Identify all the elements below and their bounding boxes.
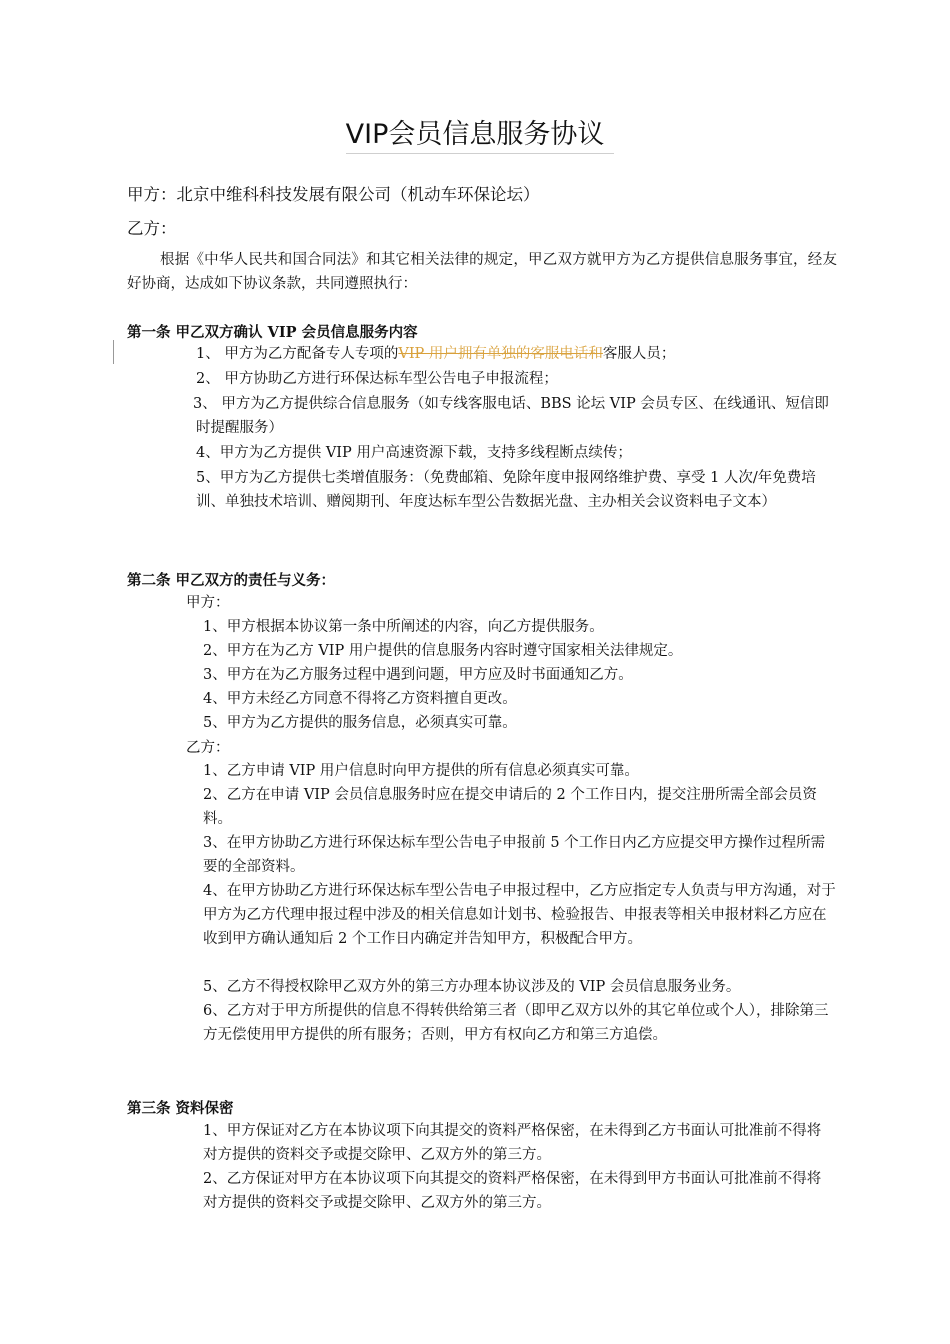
party-b-item: 1、乙方申请 VIP 用户信息时向甲方提供的所有信息必须真实可靠。 [203,763,639,779]
article3-heading: 第三条 资料保密 [127,1100,234,1117]
party-b-item: 6、乙方对于甲方所提供的信息不得转供给第三者（即甲乙双方以外的其它单位或个人），排除第三方无偿使用甲方提供的所有服务；否则，甲方有权向乙方和第三方追偿。 [203,1003,829,1043]
confidentiality-item: 1、甲方保证对乙方在本协议项下向其提交的资料严格保密，在未得到乙方书面认可批准前不得将对方提供的资料交予或提交除甲、乙双方外的第三方。 [203,1123,822,1163]
title-underline [346,153,614,154]
document-title: VIP会员信息服务协议 [345,119,605,150]
article1-item5: 5、甲方为乙方提供七类增值服务：（免费邮箱、免除年度申报网络维护费、享受 1 人次/年免费培训、单独技术培训、赠阅期刊、年度达标车型公告数据光盘、主办相关会议资料电子文本） [196,470,816,510]
party-a-item: 5、甲方为乙方提供的服务信息，必须真实可靠。 [203,715,517,731]
party-a-item: 3、甲方在为乙方服务过程中遇到问题，甲方应及时书面通知乙方。 [203,667,633,683]
confidentiality-item: 2、乙方保证对甲方在本协议项下向其提交的资料严格保密，在未得到甲方书面认可批准前不得将对方提供的资料交予或提交除甲、乙双方外的第三方。 [203,1171,822,1211]
party-a-item: 4、甲方未经乙方同意不得将乙方资料擅自更改。 [203,691,517,707]
party-b-item: 3、在甲方协助乙方进行环保达标车型公告电子申报前 5 个工作日内乙方应提交甲方操作过程所需要的全部资料。 [203,835,826,875]
article2-heading: 第二条 甲乙双方的责任与义务： [127,572,336,589]
deleted-text: VIP 用户拥有单独的客服电话和 [398,346,603,362]
article1-item1-suffix: 客服人员； [602,346,676,362]
change-bar [113,340,114,364]
article1-item4: 4、甲方为乙方提供 VIP 用户高速资源下载，支持多线程断点续传； [196,445,632,461]
party-b-item: 4、在甲方协助乙方进行环保达标车型公告电子申报过程中，乙方应指定专人负责与甲方沟通，对于甲方为乙方代理申报过程中涉及的相关信息如计划书、检验报告、申报表等相关申报材料乙方应在收到甲方确认通知后 2 个工作日内确定并告知甲方，积极配合甲方。 [203,883,836,947]
party-a-item: 2、甲方在为乙方 VIP 用户提供的信息服务内容时遵守国家相关法律规定。 [203,643,683,659]
party-a-line: 甲方：北京中维科科技发展有限公司（机动车环保论坛） [127,185,540,204]
party-a-label: 甲方： [186,595,230,611]
article1-heading: 第一条 甲乙双方确认 VIP 会员信息服务内容 [127,324,418,341]
party-b-item: 2、乙方在申请 VIP 会员信息服务时应在提交申请后的 2 个工作日内，提交注册所需全部会员资料。 [203,787,817,827]
article1-item2: 2、 甲方协助乙方进行环保达标车型公告电子申报流程； [196,371,558,387]
article1-item1-text: 1、 甲方为乙方配备专人专项的 [196,346,399,362]
article1-item1 [196,342,675,366]
intro-paragraph: 根据《中华人民共和国合同法》和其它相关法律的规定，甲乙双方就甲方为乙方提供信息服务事宜，经友好协商，达成如下协议条款，共同遵照执行： [127,252,837,292]
party-a-item: 1、甲方根据本协议第一条中所阐述的内容，向乙方提供服务。 [203,619,604,635]
party-b-line: 乙方： [127,219,177,238]
party-b-item: 5、乙方不得授权除甲乙双方外的第三方办理本协议涉及的 VIP 会员信息服务业务。 [203,979,741,995]
article1-item3: 3、 甲方为乙方提供综合信息服务（如专线客服电话、BBS 论坛 VIP 会员专区、在线通讯、短信即时提醒服务） [193,396,829,436]
party-b-label: 乙方： [186,740,230,756]
